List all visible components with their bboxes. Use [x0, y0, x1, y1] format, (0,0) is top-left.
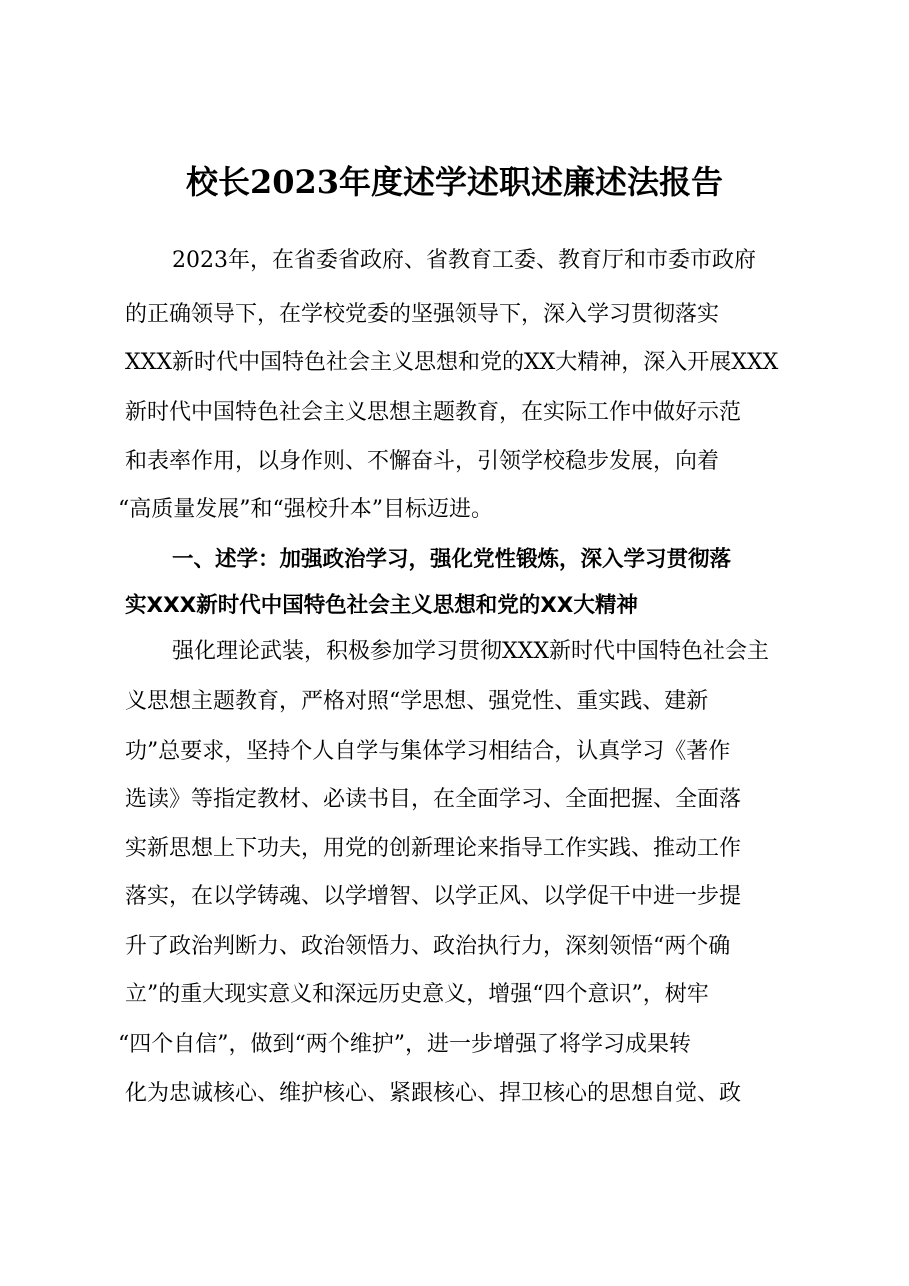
section-heading-line: 实XXX新时代中国特色社会主义思想和党的XX大精神	[125, 593, 638, 618]
body-line: “四个自信”，做到“两个维护”，进一步增强了将学习成果转	[118, 1032, 691, 1057]
body-line: 义思想主题教育，严格对照“学思想、强党性、重实践、建新	[125, 689, 709, 714]
body-line: 落实，在以学铸魂、以学增智、以学正风、以学促干中进一步提	[125, 884, 742, 909]
intro-line: XXX新时代中国特色社会主义思想和党的XX大精神，深入开展XXX	[125, 350, 779, 375]
body-line: 化为忠诚核心、维护核心、紧跟核心、捍卫核心的思想自觉、政	[125, 1081, 742, 1106]
body-line: 实新思想上下功夫，用党的创新理论来指导工作实践、推动工作	[125, 836, 742, 861]
intro-line: “高质量发展”和“强校升本”目标迈进。	[118, 497, 493, 522]
body-line: 升了政治判断力、政治领悟力、政治执行力，深刻领悟“两个确	[125, 934, 731, 959]
intro-line: 的正确领导下，在学校党委的坚强领导下，深入学习贯彻落实	[125, 302, 720, 327]
section-heading-line: 一、述学：加强政治学习，强化党性锻炼，深入学习贯彻落	[172, 547, 732, 572]
document-title: 校长2023年度述学述职述廉述法报告	[185, 163, 724, 201]
body-line: 强化理论武装，积极参加学习贯彻XXX新时代中国特色社会主	[172, 639, 769, 664]
intro-line: 新时代中国特色社会主义思想主题教育，在实际工作中做好示范	[125, 400, 742, 425]
intro-line: 和表率作用，以身作则、不懈奋斗，引领学校稳步发展，向着	[125, 449, 720, 474]
body-line: 功”总要求，坚持个人自学与集体学习相结合，认真学习《著作	[125, 739, 731, 764]
body-line: 立”的重大现实意义和深远历史意义，增强“四个意识”，树牢	[125, 982, 709, 1007]
body-line: 选读》等指定教材、必读书目，在全面学习、全面把握、全面落	[125, 787, 742, 812]
intro-line: 2023年，在省委省政府、省教育工委、教育厅和市委市政府	[172, 248, 756, 273]
